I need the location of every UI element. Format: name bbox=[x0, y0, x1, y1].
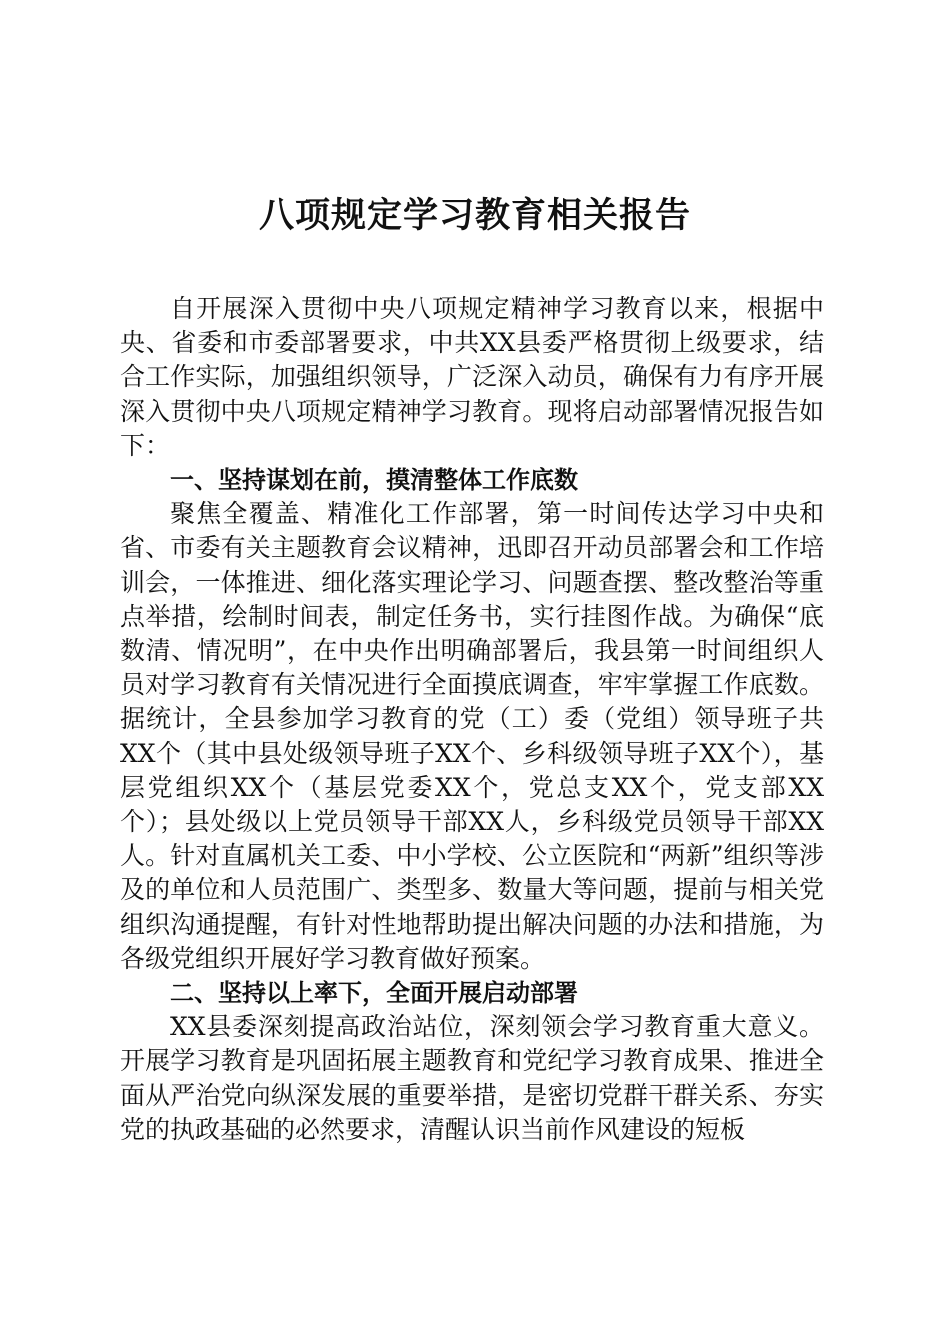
section-heading-2: 二、坚持以上率下，全面开展启动部署 bbox=[170, 979, 578, 1008]
document-title: 八项规定学习教育相关报告 bbox=[258, 196, 691, 236]
section-1-paragraph: 聚焦全覆盖、精准化工作部署，第一时间传达学习中央和省、市委有关主题教育会议精神，迅即召开动员部署会和工作培训会，一体推进、细化落实理论学习、问题查摆、整改整治等重点举措，绘制时间表，制定任务书，实行挂图作战。为确保“底数清、情况明”，在中央作出明确部署后，我县第一时间组织人员对学习教育有关情况进行全面摸底调查，牢牢掌握工作底数。据统计，全县参加学习教育的党（工）委（党组）领导班子共XX个（其中县处级领导班子XX个、乡科级领导班子XX个），基层党组织XX个（基层党委XX个，党总支XX个，党支部XX个）；县处级以上党员领导干部XX人，乡科级党员领导干部XX人。针对直属机关工委、中小学校、公立医院和“两新”组织等涉及的单位和人员范围广、类型多、数量大等问题，提前与相关党组织沟通提醒，有针对性地帮助提出解决问题的办法和措施，为各级党组织开展好学习教育做好预案。 bbox=[120, 499, 824, 973]
section-2-paragraph: XX县委深刻提高政治站位，深刻领会学习教育重大意义。开展学习教育是巩固拓展主题教育和党纪学习教育成果、推进全面从严治党向纵深发展的重要举措，是密切党群干群关系、夯实党的执政基础的必然要求，清醒认识当前作风建设的短板 bbox=[120, 1012, 824, 1144]
section-heading-1: 一、坚持谋划在前，摸清整体工作底数 bbox=[170, 466, 578, 495]
document-body bbox=[120, 292, 824, 1147]
intro-paragraph: 自开展深入贯彻中央八项规定精神学习教育以来，根据中央、省委和市委部署要求，中共XX县委严格贯彻上级要求，结合工作实际，加强组织领导，广泛深入动员，确保有力有序开展深入贯彻中央八项规定精神学习教育。现将启动部署情况报告如下： bbox=[120, 294, 824, 460]
